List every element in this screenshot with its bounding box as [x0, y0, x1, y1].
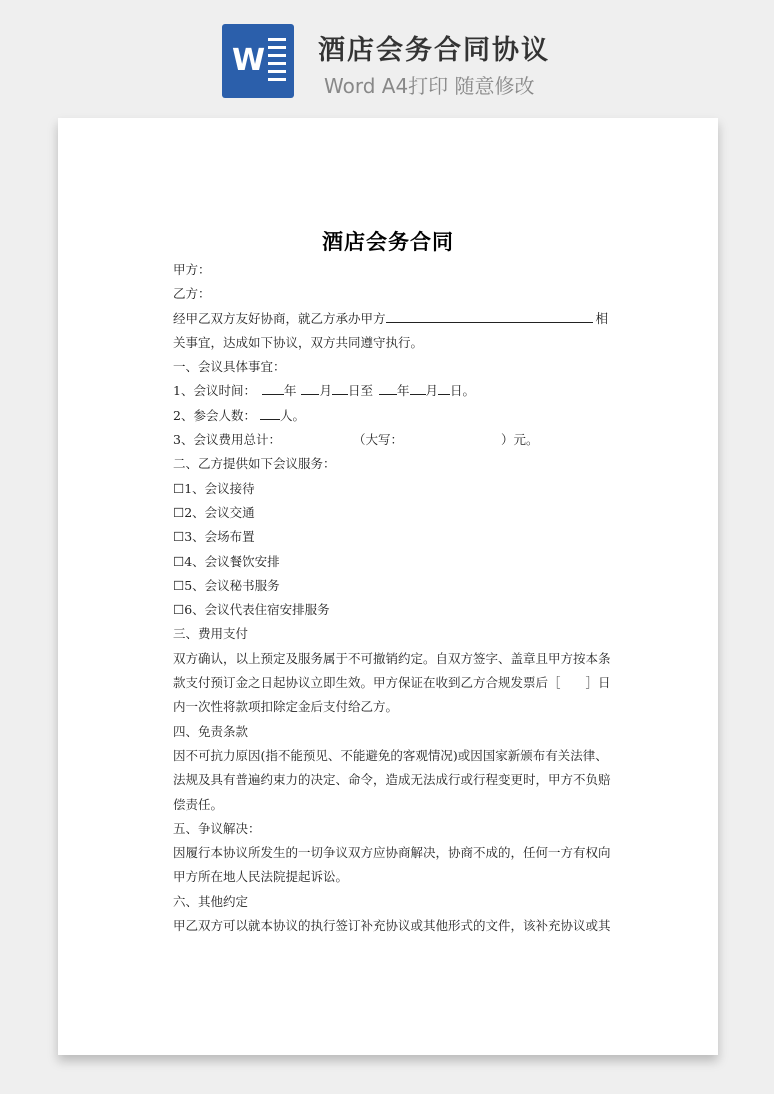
meeting-time-line: [173, 379, 603, 403]
service-item: ☐4、会议餐饮安排: [173, 553, 280, 569]
word-icon: [222, 24, 294, 98]
intro-line-2: 关事宜，达成如下协议，双方共同遵守执行。: [173, 334, 424, 350]
intro-text: 经甲乙双方友好协商，就乙方承办甲方: [173, 310, 386, 326]
dispute-text: 甲方所在地人民法院提起诉讼。: [173, 869, 349, 885]
service-item: ☐3、会场布置: [173, 529, 255, 545]
blank-field: [438, 380, 450, 395]
blank-field: [262, 380, 284, 395]
section-1-heading: 一、会议具体事宜：: [173, 359, 286, 375]
section-3-heading: 三、费用支付: [173, 626, 249, 642]
section-2-heading: 二、乙方提供如下会议服务：: [173, 456, 336, 472]
document-title: 酒店会务合同: [322, 229, 454, 254]
word-icon-line: [268, 62, 286, 65]
unit-text: 年: [283, 383, 297, 399]
blank-field: [301, 380, 319, 395]
blank-field: [260, 405, 280, 420]
word-icon-letter: W: [232, 43, 266, 78]
service-item: ☐1、会议接待: [173, 480, 255, 496]
intro-line-1: [173, 307, 609, 331]
fee-capital-label: （大写：: [352, 432, 403, 448]
payment-text: 款支付预订金之日起协议立即生效。甲方保证在收到乙方合规发票后［ ］日: [173, 675, 611, 691]
blank-field: [386, 308, 593, 323]
unit-text: 日至: [348, 383, 374, 399]
page-subtitle: Word A4打印 随意修改: [324, 74, 535, 98]
section-6-heading: 六、其他约定: [173, 893, 249, 909]
document-page: [58, 118, 718, 1055]
word-icon-line: [268, 78, 286, 81]
force-majeure-text: 偿责任。: [173, 796, 224, 812]
word-icon-line: [268, 54, 286, 57]
other-terms-text: 甲乙双方可以就本协议的执行签订补充协议或其他形式的文件，该补充协议或其: [173, 918, 611, 934]
unit-text: 人。: [279, 407, 305, 423]
blank-field: [410, 380, 426, 395]
document-body: [173, 258, 611, 938]
meeting-time-label: 1、会议时间：: [173, 383, 256, 399]
payment-text: 双方确认，以上预定及服务属于不可撤销约定。自双方签字、盖章且甲方按本条: [173, 650, 611, 666]
word-icon-line: [268, 38, 286, 41]
section-5-heading: 五、争议解决：: [173, 820, 261, 836]
unit-text: 日。: [450, 383, 476, 399]
unit-text: 年: [397, 383, 410, 399]
intro-text-end: 相: [595, 310, 609, 326]
attendees-line: [173, 404, 603, 428]
service-item: ☐5、会议秘书服务: [173, 577, 280, 593]
fee-label: 3、会议费用总计：: [173, 432, 281, 448]
page-header: [0, 0, 774, 118]
attendees-label: 2、参会人数：: [173, 407, 256, 423]
blank-field: [332, 380, 348, 395]
service-item: ☐6、会议代表住宿安排服务: [173, 602, 330, 618]
payment-text: 内一次性将款项扣除定金后支付给乙方。: [173, 699, 399, 715]
party-b-line: 乙方：: [173, 286, 211, 302]
word-icon-line: [268, 70, 286, 73]
watermark: [91, 450, 105, 470]
unit-text: 月: [425, 383, 439, 399]
unit-text: 月: [319, 383, 332, 399]
force-majeure-text: 因不可抗力原因(指不能预见、不能避免的客观情况)或因国家新颁布有关法律、: [173, 747, 608, 763]
section-4-heading: 四、免责条款: [173, 723, 249, 739]
fee-line: [173, 428, 603, 452]
word-icon-line: [268, 46, 286, 49]
service-item: ☐2、会议交通: [173, 504, 255, 520]
dispute-text: 因履行本协议所发生的一切争议双方应协商解决，协商不成的，任何一方有权向: [173, 845, 611, 861]
force-majeure-text: 法规及具有普遍约束力的决定、命令，造成无法成行或行程变更时，甲方不负赔: [173, 772, 611, 788]
page-title: 酒店会务合同协议: [318, 35, 550, 66]
blank-field: [379, 380, 397, 395]
party-a-line: 甲方：: [173, 262, 211, 277]
unit-text: ）元。: [500, 432, 539, 448]
